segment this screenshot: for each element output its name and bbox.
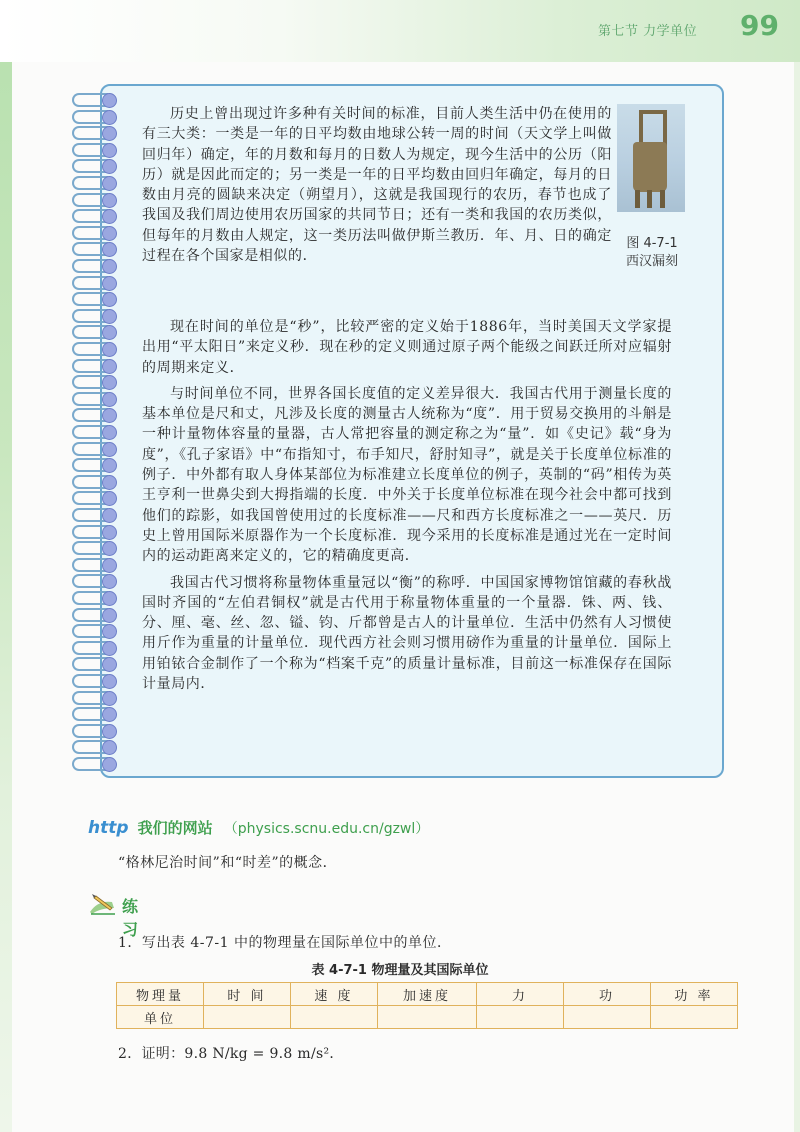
spiral-ring <box>70 457 120 471</box>
spiral-ring <box>70 557 120 571</box>
spiral-ring <box>70 324 120 338</box>
website-title: 我们的网站 <box>137 819 213 837</box>
table-header-cell: 加速度 <box>378 983 477 1006</box>
spiral-ring <box>70 175 120 189</box>
spiral-hole <box>102 276 117 291</box>
spiral-ring <box>70 490 120 504</box>
spiral-hole <box>102 508 117 523</box>
spiral-ring <box>70 590 120 604</box>
paragraph-second: 现在时间的单位是“秒”，比较严密的定义始于1886年，当时美国天文学家提出用“平太阳日”来定义秒．现在秒的定义则通过原子两个能级之间跃迁所对应辐射的周期来定义． <box>142 319 672 376</box>
spiral-ring <box>70 374 120 388</box>
spiral-ring <box>70 192 120 206</box>
figure-water-clock-photo <box>617 104 685 212</box>
spiral-ring <box>70 524 120 538</box>
spiral-ring <box>70 109 120 123</box>
spiral-ring <box>70 241 120 255</box>
spiral-hole <box>102 359 117 374</box>
pencil-icon <box>88 890 118 916</box>
spiral-ring <box>70 706 120 720</box>
spiral-hole <box>102 209 117 224</box>
table-header-cell: 物理量 <box>117 983 204 1006</box>
spiral-ring <box>70 407 120 421</box>
water-clock-body <box>633 142 667 192</box>
units-table <box>116 982 738 1029</box>
spiral-hole <box>102 176 117 191</box>
spiral-hole <box>102 292 117 307</box>
table-header-row <box>117 983 738 1006</box>
spiral-hole <box>102 591 117 606</box>
spiral-ring <box>70 208 120 222</box>
water-clock-leg <box>635 190 640 208</box>
spiral-ring <box>70 623 120 637</box>
spiral-hole <box>102 624 117 639</box>
spiral-hole <box>102 375 117 390</box>
table-cell-empty <box>378 1006 477 1029</box>
spiral-hole <box>102 757 117 772</box>
spiral-ring <box>70 573 120 587</box>
table-header-cell: 速 度 <box>291 983 378 1006</box>
spiral-hole <box>102 740 117 755</box>
spiral-hole <box>102 425 117 440</box>
website-url[interactable]: （physics.scnu.edu.cn/gzwl） <box>223 821 430 837</box>
spiral-hole <box>102 126 117 141</box>
spiral-hole <box>102 93 117 108</box>
spiral-ring <box>70 441 120 455</box>
table-row <box>117 1006 738 1029</box>
notebook-text-wide <box>142 317 672 694</box>
spiral-hole <box>102 193 117 208</box>
table-header-cell: 功 <box>564 983 651 1006</box>
spiral-ring <box>70 358 120 372</box>
spiral-ring <box>70 739 120 753</box>
question-2: 2．证明：9.8 N/kg = 9.8 m/s²． <box>118 1046 344 1062</box>
spiral-hole <box>102 309 117 324</box>
spiral-hole <box>102 475 117 490</box>
spiral-ring <box>70 474 120 488</box>
paragraph-weight: 我国古代习惯将称量物体重量冠以“衡”的称呼．中国国家博物馆馆藏的春秋战国时齐国的“左伯君铜权”就是古代用于称量物体重量的一个量器．铢、两、钱、分、厘、毫、丝、忽、镒、钧、斤都曾是古人的计量单位．生活中仍然有人习惯使用斤作为重量的计量单位．现代西方社会则习惯用磅作为重量的计量单位．国际上用铂铱合金制作了一个称为“档案千克”的质量计量标准，目前这一标准保存在国际计量局内． <box>142 574 672 693</box>
spiral-hole <box>102 657 117 672</box>
spiral-hole <box>102 574 117 589</box>
table-header-cell: 力 <box>477 983 564 1006</box>
spiral-ring <box>70 225 120 239</box>
table-cell-empty <box>477 1006 564 1029</box>
spiral-ring <box>70 258 120 272</box>
spiral-ring <box>70 275 120 289</box>
spiral-hole <box>102 458 117 473</box>
question-1: 1．写出表 4-7-1 中的物理量在国际单位中的单位． <box>118 935 452 951</box>
spiral-ring <box>70 540 120 554</box>
page-number: 99 <box>740 9 779 42</box>
table-cell-empty <box>291 1006 378 1029</box>
spiral-ring <box>70 607 120 621</box>
spiral-hole <box>102 226 117 241</box>
spiral-hole <box>102 259 117 274</box>
spiral-ring <box>70 673 120 687</box>
figure-caption: 西汉漏刻 <box>625 254 678 269</box>
page-header <box>0 0 800 62</box>
http-icon: http <box>88 818 129 838</box>
table-caption: 表 4-7-1 物理量及其国际单位 <box>311 963 489 978</box>
spiral-hole <box>102 408 117 423</box>
spiral-ring <box>70 640 120 654</box>
spiral-ring <box>70 723 120 737</box>
spiral-hole <box>102 674 117 689</box>
table-header-cell: 时 间 <box>204 983 291 1006</box>
table-header-cell: 功 率 <box>651 983 738 1006</box>
spiral-hole <box>102 691 117 706</box>
spiral-ring <box>70 158 120 172</box>
spiral-hole <box>102 525 117 540</box>
spiral-hole <box>102 392 117 407</box>
section-title: 第七节 力学单位 <box>598 24 698 39</box>
website-text: “格林尼治时间”和“时差”的概念． <box>118 855 338 871</box>
spiral-hole <box>102 491 117 506</box>
spiral-ring <box>70 690 120 704</box>
table-cell-empty <box>651 1006 738 1029</box>
website-heading <box>88 817 429 838</box>
spiral-hole <box>102 608 117 623</box>
paragraph-calendar: 历史上曾出现过许多种有关时间的标准，目前人类生活中仍在使用的有三大类：一类是一年的日平均数由地球公转一周的时间（天文学上叫做回归年）确定，年的月数和每月的日数人为规定，现今生活中的公历（阳历）就是因此而定的；另一类是一年的日平均数由回归年确定，每月的日数由月亮的圆缺来决定（朔望月），这就是我国现行的农历，春节也成了我国及我们周边使用农历国家的共同节日；还有一类和我国的农历类似，但每年的月数由人规定，这一类历法叫做伊斯兰教历．年、月、日的确定过程在各个国家是相似的． <box>142 106 612 265</box>
exercise-title: 练习 <box>122 897 139 939</box>
paragraph-length: 与时间单位不同，世界各国长度值的定义差异很大．我国古代用于测量长度的基本单位是尺和丈，凡涉及长度的测量古人统称为“度”．用于贸易交换用的斗斛是一种计量物体容量的量器，古人常把容量的测定称之为“量”．如《史记》载“身为度”，《孔子家语》中“布指知寸，布手知尺，舒肘知寻”，就是关于长度单位标准的例子．中外都有取人身体某部位为标准建立长度单位的例子，英制的“码”相传为英王亨利一世鼻尖到大拇指端的长度．中外关于长度单位标准在现今社会中都可找到他们的踪影，如我国曾使用过的长度标准——尺和西方长度标准之一——英尺．历史上曾用国际米原器作为一个长度标准．现今采用的长度标准是通过光在一定时间内的运动距离来定义的，它的精确度更高． <box>142 385 672 565</box>
notebook-text-narrow <box>142 104 612 266</box>
spiral-ring <box>70 92 120 106</box>
table-cell-empty <box>204 1006 291 1029</box>
spiral-ring <box>70 756 120 770</box>
spiral-hole <box>102 541 117 556</box>
water-clock-leg <box>647 190 652 208</box>
spiral-hole <box>102 724 117 739</box>
spiral-ring <box>70 341 120 355</box>
spiral-hole <box>102 641 117 656</box>
spiral-ring <box>70 291 120 305</box>
figure-number: 图 4-7-1 <box>626 236 678 251</box>
spiral-hole <box>102 442 117 457</box>
table-row-label: 单位 <box>117 1006 204 1029</box>
spiral-hole <box>102 342 117 357</box>
spiral-hole <box>102 325 117 340</box>
spiral-ring <box>70 308 120 322</box>
spiral-binding <box>70 92 120 782</box>
spiral-hole <box>102 159 117 174</box>
table-cell-empty <box>564 1006 651 1029</box>
spiral-hole <box>102 242 117 257</box>
spiral-hole <box>102 558 117 573</box>
spiral-ring <box>70 424 120 438</box>
spiral-hole <box>102 143 117 158</box>
spiral-hole <box>102 707 117 722</box>
spiral-ring <box>70 142 120 156</box>
spiral-hole <box>102 110 117 125</box>
water-clock-leg <box>660 190 665 208</box>
spiral-ring <box>70 507 120 521</box>
spiral-ring <box>70 656 120 670</box>
spiral-ring <box>70 391 120 405</box>
spiral-ring <box>70 125 120 139</box>
